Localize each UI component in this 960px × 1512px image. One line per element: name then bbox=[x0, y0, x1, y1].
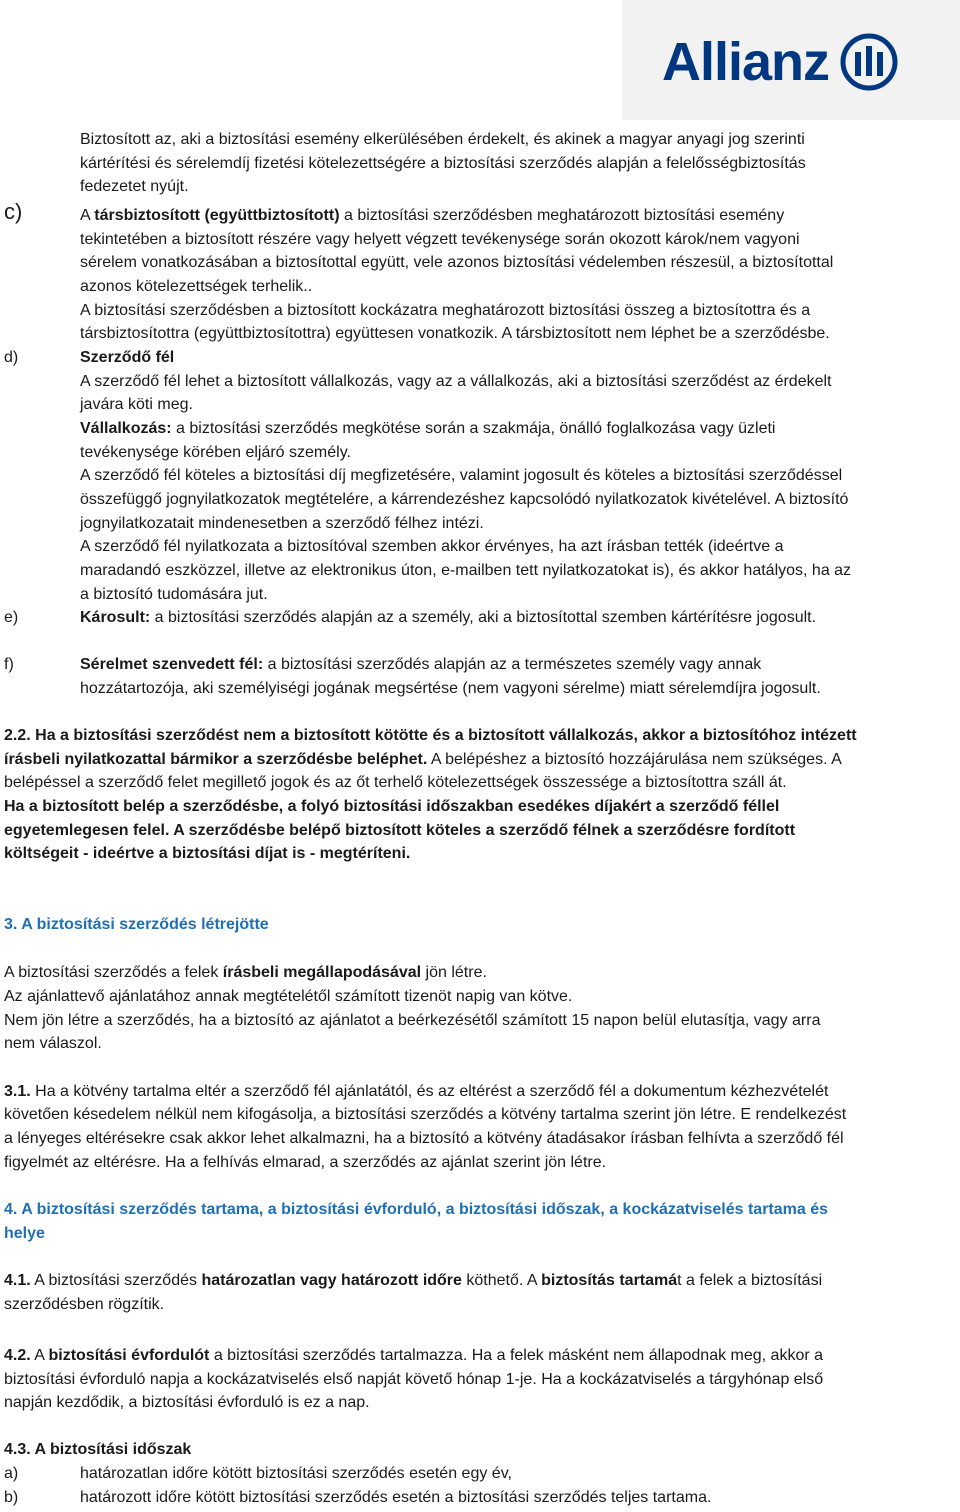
sec-2-2-line: írásbeli nyilatkozattal bármikor a szerződésbe beléphet. A belépéshez a biztosító hozzájárulása nem szükséges. A bbox=[4, 751, 842, 768]
item-e-label: e) bbox=[4, 609, 19, 626]
item-f-line: hozzátartozója, aki személyiségi jogának megsértése (nem vagyoni sérelme) miatt sérelemdíjra jogosult. bbox=[80, 680, 821, 697]
sec-2-2-line: belépéssel a szerződő felet megillető jogok és az őt terhelő kötelezettségek összessége a biztosítottra száll át. bbox=[4, 774, 787, 791]
vallalkozas-term: Vállalkozás: bbox=[80, 420, 172, 437]
sec-2-2-line: Ha a biztosított belép a szerződésbe, a folyó biztosítási időszakban esedékes díjakért a szerződő féllel bbox=[4, 798, 780, 815]
item-c-line: A társbiztosított (együttbiztosított) a biztosítási szerződésben meghatározott biztosítási esemény bbox=[80, 207, 785, 224]
item-d-title: Szerződő fél bbox=[80, 349, 175, 366]
item-c-term: társbiztosított (együttbiztosított) bbox=[94, 207, 340, 224]
sec-2-2-line: egyetemlegesen felel. A szerződésbe belépő biztosított köteles a szerződő félnek a szerződésre fordított bbox=[4, 822, 796, 839]
sec-3-line: A biztosítási szerződés a felek írásbeli megállapodásával jön létre. bbox=[4, 964, 487, 981]
item-c-label: c) bbox=[4, 199, 23, 224]
item-d-line: a biztosító tudomására jut. bbox=[80, 586, 268, 603]
item-d-line: maradandó eszközzel, illetve az elektronikus úton, e-mailben tett nyilatkozatokat is), és akkor hatályos, ha az bbox=[80, 562, 852, 579]
intro-line: kártérítési és sérelemdíj fizetési kötelezettségére a biztosítási szerződés alapján a felelősségbiztosítás bbox=[80, 155, 806, 172]
sec-4-3-item: határozatlan időre kötött biztosítási szerződés esetén egy év, bbox=[80, 1465, 512, 1482]
sec-3-line: nem válaszol. bbox=[4, 1035, 102, 1052]
sec-4-1-line: szerződésben rögzítik. bbox=[4, 1296, 165, 1313]
item-d-line: A szerződő fél köteles a biztosítási díj megfizetésére, valamint jogosult és köteles a biztosítási szerződéssel bbox=[80, 467, 843, 484]
sec-3-line: Az ajánlattevő ajánlatához annak megtételétől számított tizenöt napig van kötve. bbox=[4, 988, 573, 1005]
sec-4-3-item-label: a) bbox=[4, 1465, 19, 1482]
sec-2-2-line: 2.2. Ha a biztosítási szerződést nem a biztosított kötötte és a biztosított vállalkozás, akkor a biztosítóhoz intézett bbox=[4, 727, 857, 744]
item-d-line: tevékenysége körében eljáró személy. bbox=[80, 444, 351, 461]
item-f-line: Sérelmet szenvedett fél: a biztosítási szerződés alapján az a természetes személy vagy annak bbox=[80, 656, 762, 673]
sec-4-2-line: napján kezdődik, a biztosítási évforduló is ez a nap. bbox=[4, 1394, 370, 1411]
sec-4-2-line: 4.2. A biztosítási évfordulót a biztosítási szerződés tartalmazza. Ha a felek másként nem állapodnak meg, akkor a bbox=[4, 1347, 824, 1364]
logo-text: Allianz bbox=[662, 32, 830, 92]
sec-4-1-line: 4.1. A biztosítási szerződés határozatlan vagy határozott időre köthető. A biztosítás tartamát a felek a biztosítási bbox=[4, 1272, 823, 1289]
intro-line: fedezetet nyújt. bbox=[80, 178, 189, 195]
sec-3-1-line: 3.1. Ha a kötvény tartalma eltér a szerződő fél ajánlatától, és az eltérést a szerződő fél a dokumentum kézhezvételét bbox=[4, 1083, 829, 1100]
item-d-line: A szerződő fél nyilatkozata a biztosítóval szemben akkor érvényes, ha azt írásban tették (ideértve a bbox=[80, 538, 784, 555]
sec-3-heading: 3. A biztosítási szerződés létrejötte bbox=[4, 916, 269, 933]
item-c-line: azonos kötelezettségek terhelik.. bbox=[80, 278, 313, 295]
item-e-line: Károsult: a biztosítási szerződés alapján az a személy, aki a biztosítottal szemben kártérítésre jogosult. bbox=[80, 609, 817, 626]
item-f-label: f) bbox=[4, 656, 14, 673]
sec-4-heading: 4. A biztosítási szerződés tartama, a biztosítási évforduló, a biztosítási időszak, a kockázatviselés tartama és bbox=[4, 1201, 829, 1218]
sec-4-heading: helye bbox=[4, 1225, 45, 1242]
item-c-line: tekintetében a biztosított részére vagy helyett végzett tevékenysége során okozott károk/nem vagyoni bbox=[80, 231, 800, 248]
sec-3-line: Nem jön létre a szerződés, ha a biztosító az ajánlatot a beérkezésétől számított 15 napon belül elutasítja, vagy arra bbox=[4, 1012, 821, 1029]
item-d-line: A szerződő fél lehet a biztosított vállalkozás, vagy az a vállalkozás, aki a biztosítási szerződést az érdekelt bbox=[80, 373, 832, 390]
sec-3-1-line: a lényeges eltérésekre csak akkor lehet alkalmazni, ha a biztosító a kötvény átadásakor írásban felhívta a szerződő fél bbox=[4, 1130, 844, 1147]
item-d-line: jognyilatkozatait mindenesetben a szerződő félhez intézi. bbox=[80, 515, 484, 532]
item-c-line: sérelem vonatkozásában a biztosítottal együtt, vele azonos biztosítási védelemben részesül, a biztosítottal bbox=[80, 254, 834, 271]
item-d-line: javára köti meg. bbox=[80, 396, 193, 413]
sec-3-1-line: figyelmét az eltérésre. Ha a felhívás elmarad, a szerződés az ajánlat szerint jön létre. bbox=[4, 1154, 607, 1171]
sec-4-3-item: határozott időre kötött biztosítási szerződés esetén a biztosítási szerződés teljes tartama. bbox=[80, 1489, 712, 1506]
sec-4-3-item-label: b) bbox=[4, 1489, 19, 1506]
allianz-eagle-icon bbox=[839, 32, 899, 92]
allianz-logo bbox=[662, 30, 899, 94]
sec-4-2-line: biztosítási évforduló napja a kockázatviselés első napját követő hónap 1-je. Ha a kockázatviselés a tárgyhónap első bbox=[4, 1371, 824, 1388]
item-d-line: Vállalkozás: a biztosítási szerződés megkötése során a szakmája, önálló foglalkozása vagy üzleti bbox=[80, 420, 776, 437]
item-c-line: A biztosítási szerződésben a biztosított kockázatra meghatározott biztosítási összeg a biztosítottra és a bbox=[80, 302, 811, 319]
sec-2-2-line: költségeit - ideértve a biztosítási díjat is - megtéríteni. bbox=[4, 845, 411, 862]
item-d-label: d) bbox=[4, 349, 19, 366]
sec-3-1-line: követően késedelem nélkül nem kifogásolja, a biztosítási szerződés a kötvény tartalma szerint jön létre. E rendelkezést bbox=[4, 1106, 847, 1123]
item-d-line: összefüggő jognyilatkozatok megtételére, a kárrendezéshez kapcsolódó nyilatkozatok kivételével. A biztosító bbox=[80, 491, 849, 508]
item-c-line: társbiztosítottra (együttbiztosítottra) együttesen vonatkozik. A társbiztosított nem léphet be a szerződésbe. bbox=[80, 325, 830, 342]
sec-4-3-title: 4.3. A biztosítási időszak bbox=[4, 1441, 192, 1458]
intro-line: Biztosított az, aki a biztosítási esemény elkerülésében érdekelt, és akinek a magyar anyagi jog szerinti bbox=[80, 131, 805, 148]
